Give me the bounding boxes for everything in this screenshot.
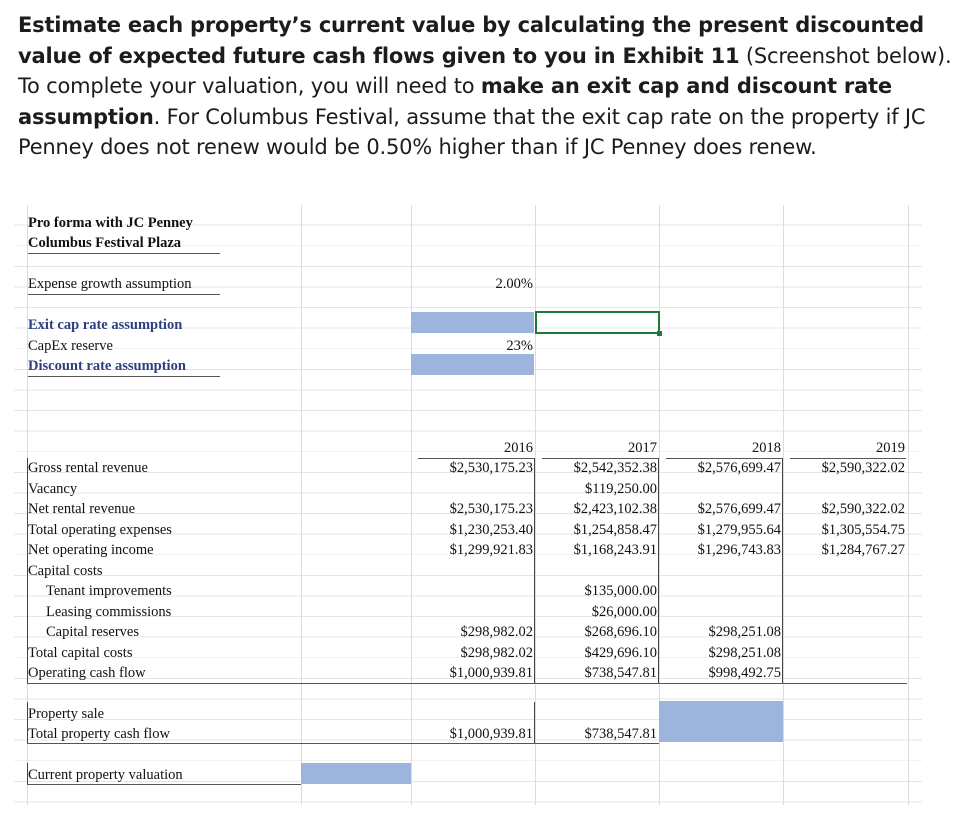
gross-2018: $2,576,699.47 [697,460,781,476]
tenant-2017: $135,000.00 [584,583,657,599]
net-rev-2019: $2,590,322.02 [821,501,905,517]
ocf-2016: $1,000,939.81 [449,665,533,681]
valuation-input[interactable] [301,763,411,784]
row-label-gross: Gross rental revenue [28,460,148,476]
capex-label: CapEx reserve [28,338,113,354]
gross-2017: $2,542,352.38 [573,460,657,476]
opex-2018: $1,279,955.64 [697,522,781,538]
valuation-border-bottom [27,784,301,785]
noi-2017: $1,168,243.91 [573,542,657,558]
opex-2016: $1,230,253.40 [449,522,533,538]
sale-border [534,702,535,743]
block-border-bottom [27,683,907,684]
exit-cap-input[interactable] [411,312,534,333]
selected-cell[interactable] [535,311,660,334]
instructions-text [18,10,958,163]
net-rev-2017: $2,423,102.38 [573,501,657,517]
noi-2016: $1,299,921.83 [449,542,533,558]
noi-2018: $1,296,743.83 [697,542,781,558]
row-label-leasing: Leasing commissions [46,604,172,620]
instr-bold-3: make an exit cap and discount rate assumption [18,74,892,129]
net-rev-2016: $2,530,175.23 [449,501,533,517]
row-label-total-cf: Total property cash flow [28,726,170,742]
sale-border-left [27,702,28,743]
row-label-capital-costs: Capital costs [28,563,103,579]
year-2017: 2017 [628,440,657,456]
row-label-net-rev: Net rental revenue [28,501,136,517]
block-border [534,458,535,683]
total-capital-2017: $429,696.10 [584,645,657,661]
reserves-2016: $298,982.02 [460,624,533,640]
row-label-opex: Total operating expenses [28,522,172,538]
block-border [782,458,783,683]
discount-rate-label: Discount rate assumption [28,358,186,374]
property-sale-input[interactable] [659,701,783,742]
sale-border-bottom [27,743,659,744]
year-2016: 2016 [504,440,533,456]
gross-2019: $2,590,322.02 [821,460,905,476]
row-label-sale: Property sale [28,706,105,722]
spreadsheet [14,205,922,805]
grid-line [301,205,302,805]
total-cf-2017: $738,547.81 [584,726,657,742]
title-underline [28,253,220,254]
capex-value[interactable]: 23% [506,338,533,354]
year-2019: 2019 [876,440,905,456]
discount-rate-input[interactable] [411,354,534,375]
row-label-reserves: Capital reserves [46,624,140,640]
block-border-left [27,458,28,683]
year-2018: 2018 [752,440,781,456]
instr-text-4: . For Columbus Festival, assume that the exit cap rate on the property if JC Penney does not renew would be 0.50% higher than if JC Penney does renew. [18,104,926,159]
net-rev-2018: $2,576,699.47 [697,501,781,517]
expense-growth-value[interactable]: 2.00% [495,276,533,292]
leasing-2017: $26,000.00 [591,604,657,620]
exit-cap-label: Exit cap rate assumption [28,317,183,333]
row-label-total-capital: Total capital costs [28,645,133,661]
title-line-1: Pro forma with JC Penney [28,215,193,231]
opex-2017: $1,254,858.47 [573,522,657,538]
reserves-2018: $298,251.08 [708,624,781,640]
reserves-2017: $268,696.10 [584,624,657,640]
total-capital-2018: $298,251.08 [708,645,781,661]
row-label-noi: Net operating income [28,542,154,558]
grid-line [908,205,909,805]
instr-text-2: (Screenshot below). To complete your valuation, you will need to [18,43,952,98]
row-label-vacancy: Vacancy [28,481,78,497]
title-line-2: Columbus Festival Plaza [28,235,182,251]
assumption-underline [28,294,220,295]
row-label-tenant: Tenant improvements [46,583,172,599]
noi-2019: $1,284,767.27 [821,542,905,558]
gross-2016: $2,530,175.23 [449,460,533,476]
vacancy-2017: $119,250.00 [585,481,657,497]
row-label-ocf: Operating cash flow [28,665,146,681]
total-capital-2016: $298,982.02 [460,645,533,661]
block-border [658,458,659,683]
total-cf-2016: $1,000,939.81 [449,726,533,742]
expense-growth-label: Expense growth assumption [28,276,192,292]
row-label-valuation: Current property valuation [28,767,183,783]
opex-2019: $1,305,554.75 [821,522,905,538]
fill-handle[interactable] [657,331,662,336]
assumption-underline-2 [28,376,220,377]
instr-bold-1: Estimate each property’s current value by calculating the present discounted value of expected future cash flows given to you in Exhibit 11 [18,13,925,68]
ocf-2017: $738,547.81 [584,665,657,681]
valuation-border-left [27,763,28,784]
ocf-2018: $998,492.75 [708,665,781,681]
